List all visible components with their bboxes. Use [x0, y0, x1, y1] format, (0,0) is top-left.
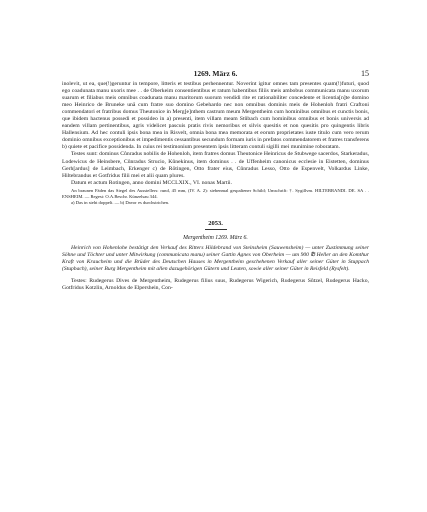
witness-section — [62, 278, 369, 292]
seal-note: An braunen Fäden das Siegel des Ausstellers: rund, 45 mm, (IV. A. 2): siebenmal gespaltener Schild; Umschrift: †. Sygillvm. HILTEBRANDI. DE. SA . . ENSHEIM. — Regest: O.A.Beschr. Künzelsau 344. — [62, 187, 369, 199]
footnotes: a) Das in steht doppelt. — b) Davor es durchstrichen. — [71, 199, 170, 205]
witness-text: Testes: Rudegerus Dives de Mergentheim, Rudegerus filius suus, Rudegerus Wigerich, Rudegerus Sůtzel, Rudegerus Hacko, Gotfridus Kotzlin, Arnoldus de Elpershein, Con- — [62, 277, 369, 291]
dating-clause: Datum et actum Rotingen, anno domini MCCLXIX., VI. nonas Martii. — [71, 179, 233, 186]
regest-text: Heinrich von Hohenlohe bestätigt den Verkauf des Ritters Hildebrand von Steinsheim (Sauwensheim) — unter Zustimmung seiner Söhne und Töchter und unter Mitwirkung (communicata manu) seiner Gattin Agnes von Oberheim — um 900 ℔ Heller an den Komthur Kraft von Kraucheim und die Brüder des Deutschen Hauses in Mergentheim geschehenen Verkauf aller seiner Güter in Stuppach (Stupbach), seiner Burg Mergentheim mit allen dazugehörigen Gütern und Leuten, sowie aller seiner Güter in Reisfeld (Rysfelt). — [62, 244, 369, 273]
number-rule — [205, 229, 227, 230]
apparatus — [62, 188, 369, 206]
page-header — [62, 69, 369, 81]
document-number: 2053. — [208, 219, 223, 227]
page-number: 15 — [361, 69, 369, 78]
continuation-text — [62, 81, 369, 187]
regest — [62, 245, 369, 274]
running-head: 1269. März 6. — [193, 69, 238, 78]
charter-text: inolevit, ut ea, que(!)geruntur in tempore, litteris et testibus perhennentur. Noverint igitur omnes tam presentes quam(!)futuri, quod ego coadunata manu uxoris mee . . de Oberkeim consentientibus et ratum habentibus filiis meis ambobus communicata manu uxorum suarum et filiabus meis omnibus coadunata manu maritorum suorum vendidi rite et rationabiliter concedente et licentia[n]te domino meo Heinrico de Bruneke unā cum fratre suo domino Gebehardo nec non omnibus dominis meis de Hohenloh fratri Craftoni commendatori et fratribus domus Theutonice in Merg[e]nthem castrum meum Mergentheim cum hominibus omnibus et cunctis bonis, que ibidem hactenus possedi et possideo in a) presenti, item villam meam Stůbach cum hominibus omnibus et bonis universis ad eandem villam pertinentibus, agris videlicet pascuis pratis rivis nemoribus et silvis quesitis et non quesitis pro quingentis libris Hallensium. Ad hec contuli ipsis bona mea in Risvelt, omnia bona mea memorata et eorum proprietates iuste titulo cum vero rerum dominio omnibus exceptionibus et impedimentis cessantibus secundum formam iuris in prefatos commendatorem et fratres transferens b) quiete et pacifice possidenda. In cuius rei testimonium presentem ipsis litteram contuli sigilli mei munimine roboratam. — [62, 81, 369, 151]
place-date: Mergentheim 1269. März 6. — [183, 234, 248, 241]
witness-list: Testes sunt: dominus Cůnradus nobilis de Hohenloh, item fratres domus Theutonice Heinricus de Stubwege sacerdos, Starkeradus, Lodewicus de Heinsbere, Cůnradus Strucio, Kůnekinus, item dominus . . de Uffenheim canonicus ecclesie in Eistetten, dominus Gerh[ardus] de Leimbach, Erkenger c) de Rötingen, Otto frater eius, Cůnradus Lesso, Otto de Espenvelt, Volkardus Linke, Hiltebrandus et Gotfridus filii mei et alii quam plures. — [62, 151, 369, 179]
